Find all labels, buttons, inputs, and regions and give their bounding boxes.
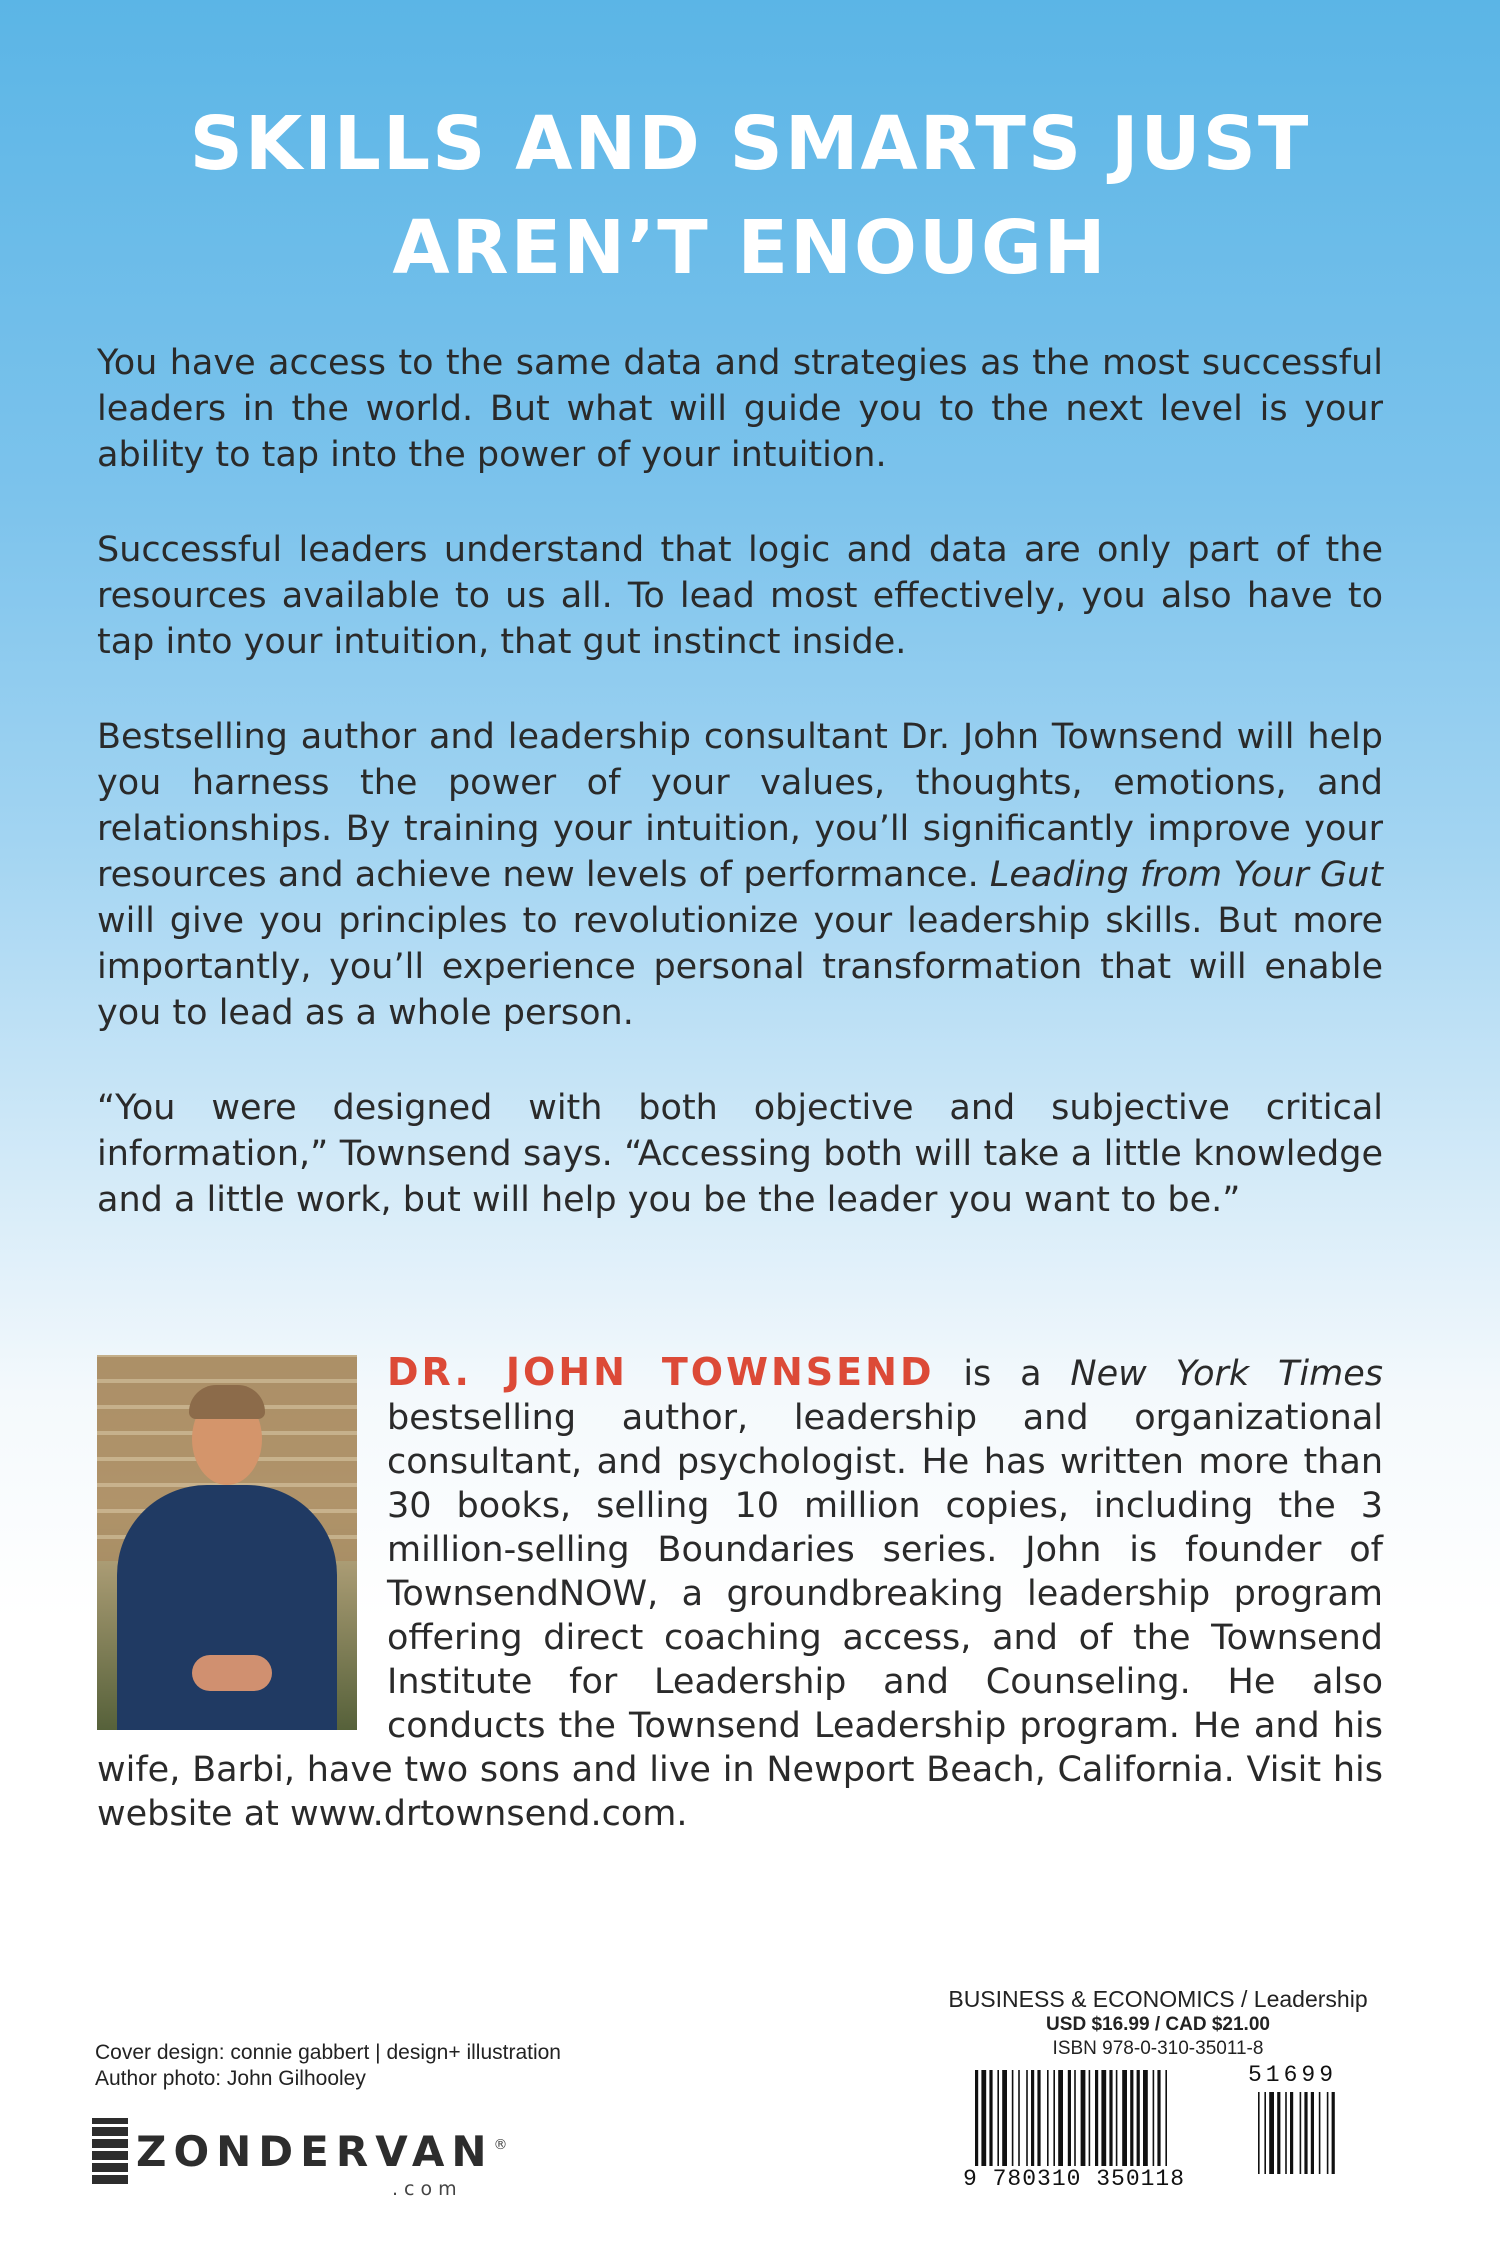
barcode-bar: [1089, 2070, 1091, 2166]
barcode-addon-bar: [1277, 2092, 1280, 2174]
bio-text-before-publication: is a: [934, 1354, 1071, 1394]
barcode-addon-bar: [1300, 2092, 1302, 2174]
barcode-bar: [1026, 2070, 1028, 2166]
book-category: BUSINESS & ECONOMICS / Leadership: [948, 1986, 1368, 2012]
barcode-addon-bar: [1285, 2092, 1287, 2174]
photo-person-hands: [192, 1655, 272, 1691]
cover-design-credit: Cover design: connie gabbert | design+ illustration: [95, 2041, 561, 2064]
photo-person-hair: [189, 1385, 265, 1419]
author-photo-credit: Author photo: John Gilhooley: [95, 2067, 366, 2090]
author-bio: [97, 1350, 1383, 1836]
barcode-bar: [1012, 2070, 1014, 2166]
barcode-bar: [1157, 2070, 1160, 2166]
barcode-bar: [975, 2070, 978, 2174]
barcode-bar: [1116, 2070, 1118, 2166]
barcode-bar: [1068, 2070, 1071, 2166]
barcode-bar: [1101, 2070, 1106, 2166]
book-title: Leading from Your Gut: [989, 855, 1383, 895]
headline-line-2: AREN’T ENOUGH: [392, 205, 1108, 291]
barcode-bar: [1122, 2070, 1127, 2166]
paragraph-quote: “You were designed with both objective and subjective critical information,” Townsend says. “Accessing both will take a little knowledge and a little work, but will help you be the leader you want to be.”: [97, 1088, 1383, 1220]
barcode-addon-bar: [1269, 2092, 1274, 2174]
registered-mark: ®: [493, 2137, 508, 2154]
barcode-bar: [1002, 2070, 1007, 2166]
barcode-digits: 9 780310 350118: [963, 2166, 1228, 2192]
barcode-addon-bar: [1332, 2092, 1335, 2174]
paragraph-intro: You have access to the same data and strategies as the most successful leaders in the world. But what will guide you to the next level is your ability to tap into the power of your intuition.: [97, 343, 1383, 475]
barcode-bar: [1153, 2070, 1155, 2166]
barcode-bar: [1081, 2070, 1086, 2166]
barcode-addon-bar: [1304, 2092, 1307, 2174]
book-price: USD $16.99 / CAD $21.00: [1046, 2014, 1270, 2035]
headline: [0, 92, 1500, 300]
barcode-bar: [989, 2070, 992, 2166]
barcode-bar: [1143, 2070, 1148, 2166]
barcode-addon-bar: [1311, 2092, 1314, 2174]
barcode-addon-bar: [1327, 2092, 1329, 2174]
paragraph-text-after-title: will give you principles to revolutionize your leadership skills. But more importantly, you’ll experience personal transformation that will enable you to lead as a whole person.: [97, 901, 1383, 1033]
paragraph-intuition: Successful leaders understand that logic and data are only part of the resources available to us all. To lead most effectively, you also have to tap into your intuition, that gut instinct inside.: [97, 530, 1383, 662]
barcode-bar: [1031, 2070, 1034, 2166]
paragraph-author-help: [97, 714, 1383, 1036]
barcode-bar: [1037, 2070, 1040, 2166]
barcode-addon-bar: [1264, 2092, 1266, 2174]
publisher-logo: [92, 2118, 508, 2200]
bio-text-after-publication: bestselling author, leadership and organizational consultant, and psychologist. He has written more than 30 books, selling 10 million copies, including the 3 million-selling Boundaries series. John is founder of TownsendNOW, a groundbreaking leadership program offering direct coaching access, and of the Townsend Institute for Leadership and Counseling. He also conducts the Townsend Leadership program. He and his wife, Barbi, have two sons and live in Newport Beach, California. Visit his website at www.drtownsend.com.: [97, 1398, 1383, 1834]
barcode-addon-digits: 51699: [1248, 2062, 1338, 2088]
zondervan-logo-icon: [92, 2118, 128, 2184]
credits: [95, 2040, 561, 2092]
paragraph-text-before-title: Bestselling author and leadership consultant Dr. John Townsend will help you harness the power of your values, thoughts, emotions, and relationships. By training your intuition, you’ll significantly improve your resources and achieve new levels of performance.: [97, 717, 1383, 895]
author-name: DR. JOHN TOWNSEND: [387, 1350, 935, 1394]
barcode-bar: [1165, 2070, 1167, 2174]
barcode-bar: [1058, 2070, 1063, 2166]
barcode-addon-bar: [1319, 2092, 1321, 2174]
barcode-bar: [981, 2070, 986, 2166]
barcode-bar: [1095, 2070, 1098, 2166]
barcode: [963, 2062, 1363, 2192]
barcode-bar: [997, 2070, 999, 2166]
author-photo: [97, 1355, 357, 1730]
barcode-addon-bar: [1258, 2092, 1260, 2174]
barcode-bar: [1074, 2070, 1076, 2166]
barcode-addon-bar: [1290, 2092, 1293, 2174]
isbn-number: ISBN 978-0-310-35011-8: [1052, 2038, 1264, 2059]
retail-info: [948, 1985, 1368, 2061]
photo-person-torso: [117, 1485, 337, 1730]
barcode-bar: [1137, 2070, 1140, 2166]
barcode-bar: [1047, 2070, 1049, 2166]
barcode-bar: [1018, 2070, 1020, 2166]
headline-line-1: SKILLS AND SMARTS JUST: [189, 101, 1311, 187]
barcode-bar: [1053, 2070, 1055, 2166]
publisher-name: ZONDERVAN: [136, 2126, 494, 2176]
publication-name: New York Times: [1070, 1354, 1383, 1394]
barcode-bar: [1109, 2070, 1112, 2166]
publisher-suffix: .com: [392, 2178, 463, 2200]
barcode-bar: [1130, 2070, 1133, 2166]
